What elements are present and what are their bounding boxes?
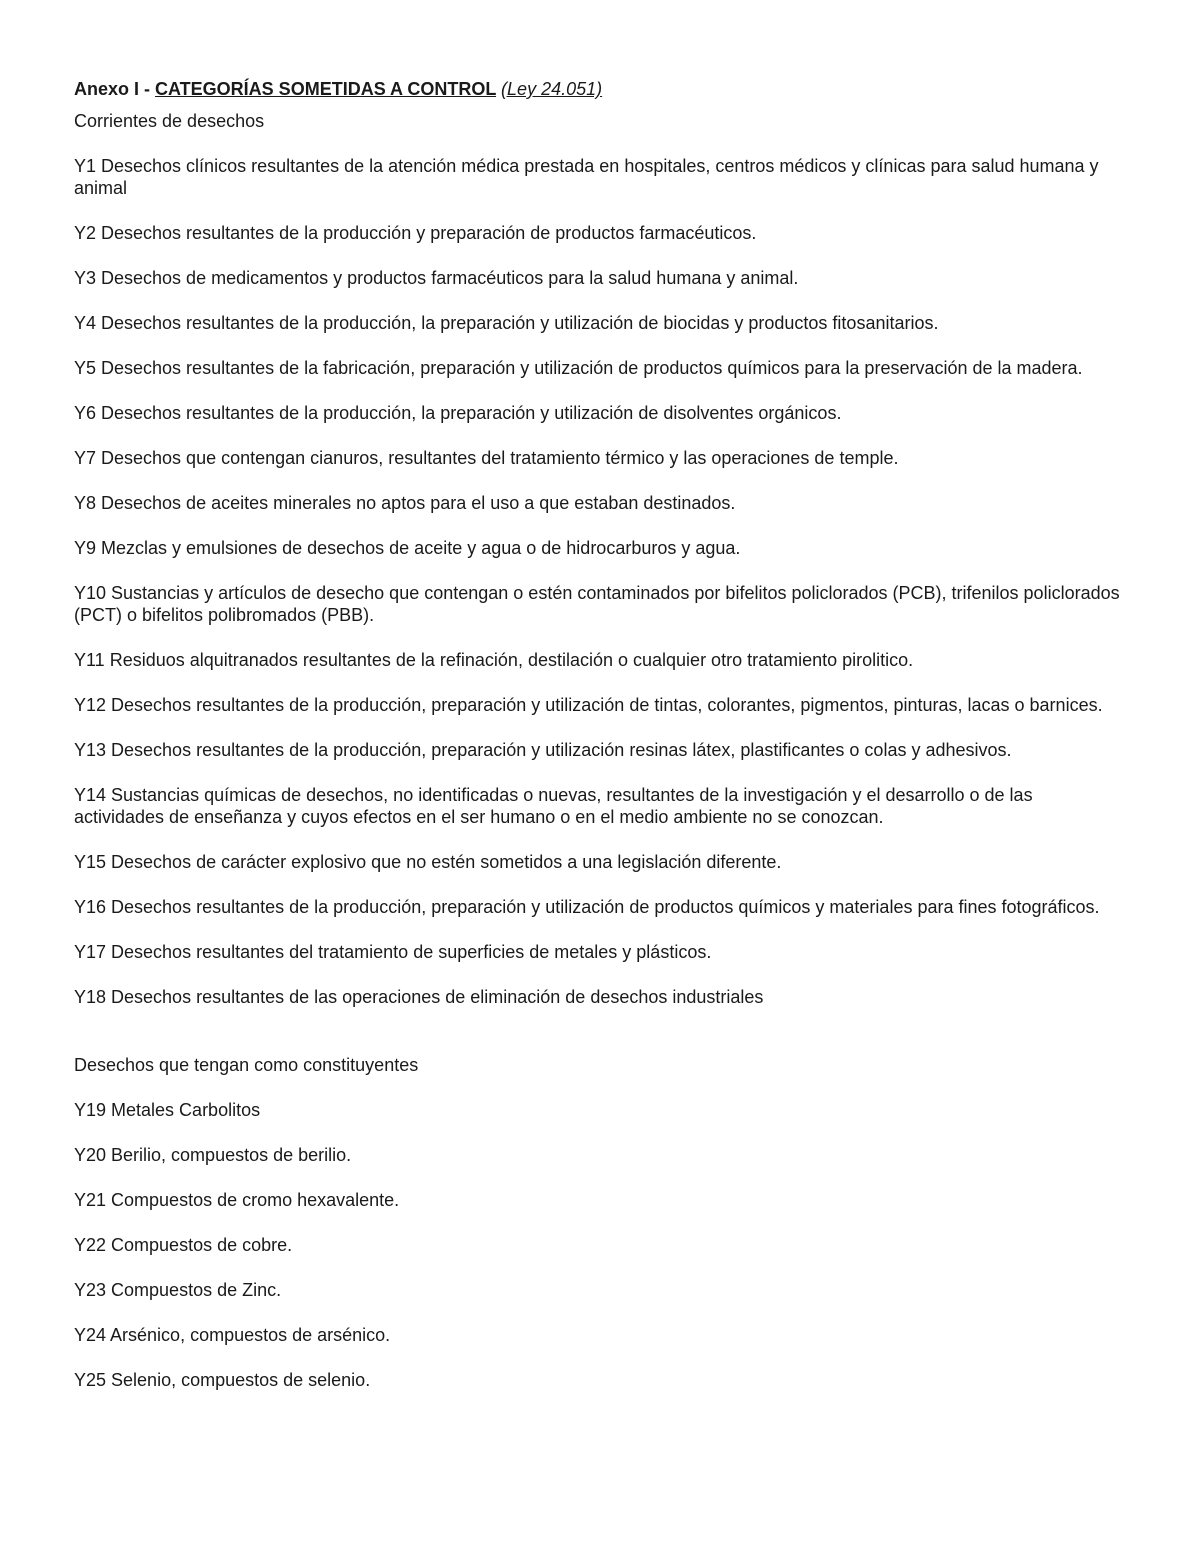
list-item-y5: Y5 Desechos resultantes de la fabricación, preparación y utilización de productos químicos para la preservación de la madera. (74, 358, 1083, 378)
list-item-y9: Y9 Mezclas y emulsiones de desechos de aceite y agua o de hidrocarburos y agua. (74, 538, 741, 558)
section-spacer (74, 1031, 1126, 1054)
list-item-y17: Y17 Desechos resultantes del tratamiento de superficies de metales y plásticos. (74, 942, 712, 962)
list-item-y21: Y21 Compuestos de cromo hexavalente. (74, 1190, 400, 1210)
list-item-y24: Y24 Arsénico, compuestos de arsénico. (74, 1325, 391, 1345)
list-item-y18: Y18 Desechos resultantes de las operaciones de eliminación de desechos industriales (74, 987, 764, 1007)
list-item-y23: Y23 Compuestos de Zinc. (74, 1280, 282, 1300)
title-law-reference: (Ley 24.051) (501, 79, 603, 99)
list-item-y20: Y20 Berilio, compuestos de berilio. (74, 1145, 352, 1165)
list-item-y19: Y19 Metales Carbolitos (74, 1100, 261, 1120)
title-prefix: Anexo I - (74, 79, 156, 99)
document-title (74, 78, 1126, 100)
list-item-y10: Y10 Sustancias y artículos de desecho que contengan o estén contaminados por bifelitos policlorados (PCB), trifenilos policlorados (PCT) o bifelitos polibromados (PBB). (74, 583, 1120, 625)
list-item-y2: Y2 Desechos resultantes de la producción y preparación de productos farmacéuticos. (74, 223, 757, 243)
list-item-y16: Y16 Desechos resultantes de la producción, preparación y utilización de productos químicos y materiales para fines fotográficos. (74, 897, 1100, 917)
list-item-y25: Y25 Selenio, compuestos de selenio. (74, 1370, 371, 1390)
list-item-y14: Y14 Sustancias químicas de desechos, no identificadas o nuevas, resultantes de la investigación y el desarrollo o de las actividades de enseñanza y cuyos efectos en el ser humano o en el medio ambiente no se conozcan. (74, 785, 1033, 827)
section-label-constituyentes: Desechos que tengan como constituyentes (74, 1055, 419, 1075)
list-item-y8: Y8 Desechos de aceites minerales no aptos para el uso a que estaban destinados. (74, 493, 736, 513)
list-item-y13: Y13 Desechos resultantes de la producción, preparación y utilización resinas látex, plastificantes o colas y adhesivos. (74, 740, 1012, 760)
list-item-y6: Y6 Desechos resultantes de la producción, la preparación y utilización de disolventes orgánicos. (74, 403, 842, 423)
list-item-y11: Y11 Residuos alquitranados resultantes de la refinación, destilación o cualquier otro tratamiento pirolitico. (74, 650, 914, 670)
list-item-y1: Y1 Desechos clínicos resultantes de la atención médica prestada en hospitales, centros médicos y clínicas para salud humana y animal (74, 156, 1099, 198)
list-item-y12: Y12 Desechos resultantes de la producción, preparación y utilización de tintas, colorantes, pigmentos, pinturas, lacas o barnices. (74, 695, 1103, 715)
list-item-y3: Y3 Desechos de medicamentos y productos farmacéuticos para la salud humana y animal. (74, 268, 799, 288)
list-item-y15: Y15 Desechos de carácter explosivo que no estén sometidos a una legislación diferente. (74, 852, 782, 872)
title-main: CATEGORÍAS SOMETIDAS A CONTROL (155, 79, 497, 99)
section-label-corrientes: Corrientes de desechos (74, 111, 265, 131)
list-item-y4: Y4 Desechos resultantes de la producción, la preparación y utilización de biocidas y productos fitosanitarios. (74, 313, 939, 333)
list-item-y7: Y7 Desechos que contengan cianuros, resultantes del tratamiento térmico y las operaciones de temple. (74, 448, 899, 468)
list-item-y22: Y22 Compuestos de cobre. (74, 1235, 293, 1255)
document-page (74, 78, 1126, 1414)
